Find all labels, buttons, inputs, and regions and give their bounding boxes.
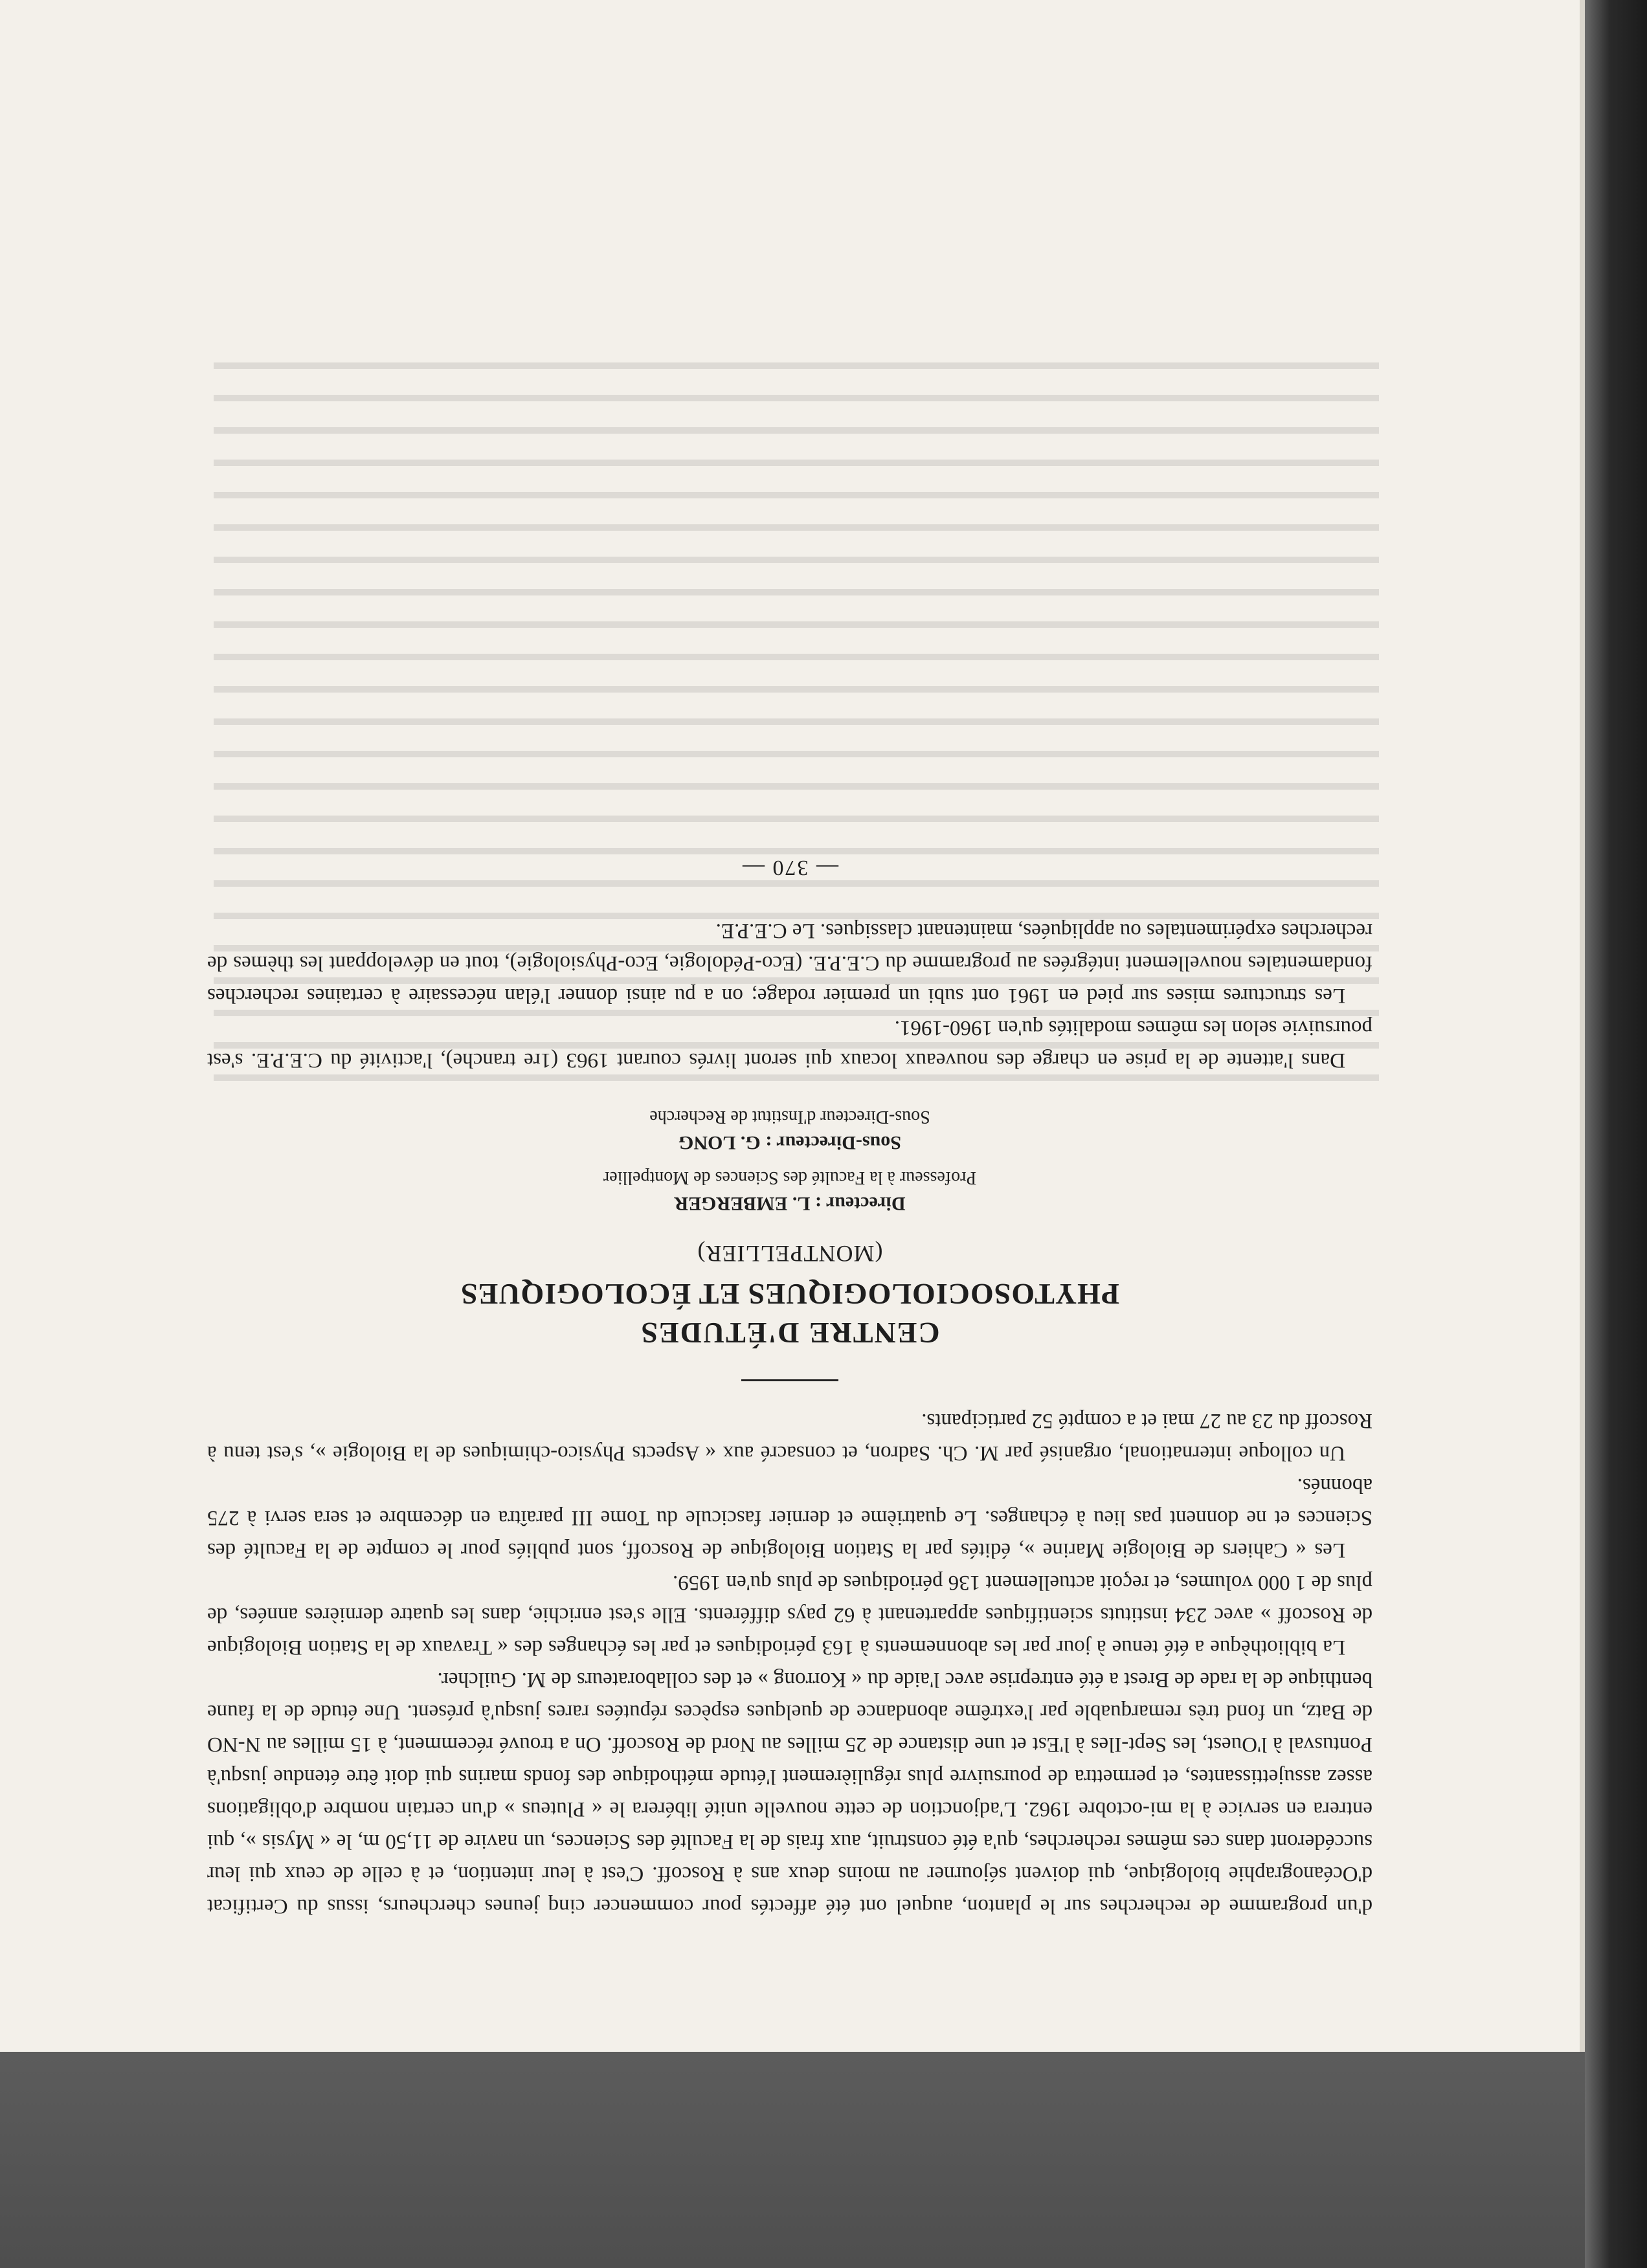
section-title-line-1: CENTRE D'ÉTUDES	[640, 1317, 940, 1350]
director-line: Directeur : L. EMBERGER	[674, 1193, 906, 1214]
section-divider	[741, 1379, 838, 1381]
director-title-line: Professeur à la Faculté des Sciences de Montpellier	[603, 1168, 977, 1188]
book-gutter-shadow	[1585, 0, 1647, 2268]
cepe-paragraph-1: Dans l'attente de la prise en charge des nouveaux locaux qui seront livrés courant 1963 (1re tranche), l'activité du C.E.P.E. s'est poursuivie selon les mêmes modalités qu'en 1960-1961.	[207, 1016, 1372, 1072]
subdirector-title-line: Sous-Directeur d'Institut de Recherche	[649, 1107, 930, 1127]
cahiers-paragraph: Les « Cahiers de Biologie Marine », édités par la Station Biologique de Roscoff, sont publiés pour le compte de la Faculté des Sciences et ne donnent pas lieu à échanges. Le quatrième et dernier fascicule du Tome III paraîtra en décembre et sera servi à 275 abonnés.	[207, 1474, 1372, 1562]
section-title-line-2: PHYTOSOCIOLOGIQUES ET ÉCOLOGIQUES	[460, 1278, 1120, 1311]
colloque-paragraph: Un colloque international, organisé par M. Ch. Sadron, et consacré aux « Aspects Physico-chimiques de la Biologie », s'est tenu à Roscoff du 23 au 27 mai et a compté 52 participants.	[207, 1409, 1372, 1465]
cepe-paragraph-2: Les structures mises sur pied en 1961 ont subi un premier rodage; on a pu ainsi donner l'élan nécessaire à certaines recherches fondamentales nouvellement intégrées au programme du C.E.P.E. (Eco-Pédologie, Eco-Physiologie), tout en développant les thèmes de recherches expérimentales ou appliquées, maintenant classiques. Le C.E.P.E.	[207, 919, 1372, 1007]
subdirector-line: Sous-Directeur : G. LONG	[678, 1132, 901, 1153]
continuation-paragraph-1: d'un programme de recherches sur le planton, auquel ont été affectés pour commencer cinq jeunes chercheurs, issus du Certificat d'Océanographie biologique, qui doivent séjourner au moins deux ans à Roscoff. C'est à leur intention, et à celle de ceux qui leur succéderont dans ces mêmes recherches, qu'a été construit, aux frais de la Faculté des Sciences, un navire de 11,50 m, le « Mysis », qui entrera en service à la mi-octobre 1962. L'adjonction de cette nouvelle unité libérera le « Pluteus » d'un certain nombre d'obligations assez assujettissantes, et permettra de poursuivre plus régulièrement l'étude méthodique des fonds marins qui doit être étendue jusqu'à Pontusval à l'Ouest, les Sept-Iles à l'Est et une distance de 25 milles au Nord de Roscoff. On a trouvé récemment, à 15 milles au N-NO de Batz, un fond très remarquable par l'extrême abondance de quelques espèces réputées rares jusqu'à présent. Une étude de la faune benthique de la rade de Brest a été entreprise avec l'aide du « Korrong » et des collaborateurs de M. Guilcher.	[207, 1668, 1372, 1918]
upside-down-text-block	[207, 214, 1372, 1922]
page-number: — 370 —	[741, 856, 838, 880]
section-title-location: (MONTPELLIER)	[697, 1241, 883, 1267]
scanner-background	[0, 2052, 1585, 2268]
library-paragraph: La bibliothèque a été tenue à jour par les abonnements à 163 périodiques et par les échanges des « Travaux de la Station Biologique de Roscoff » avec 234 instituts scientifiques appartenant à 62 pays différents. Elle s'est enrichie, dans les quatre dernières années, de plus de 1 000 volumes, et reçoit actuellement 136 périodiques de plus qu'en 1959.	[207, 1571, 1372, 1659]
